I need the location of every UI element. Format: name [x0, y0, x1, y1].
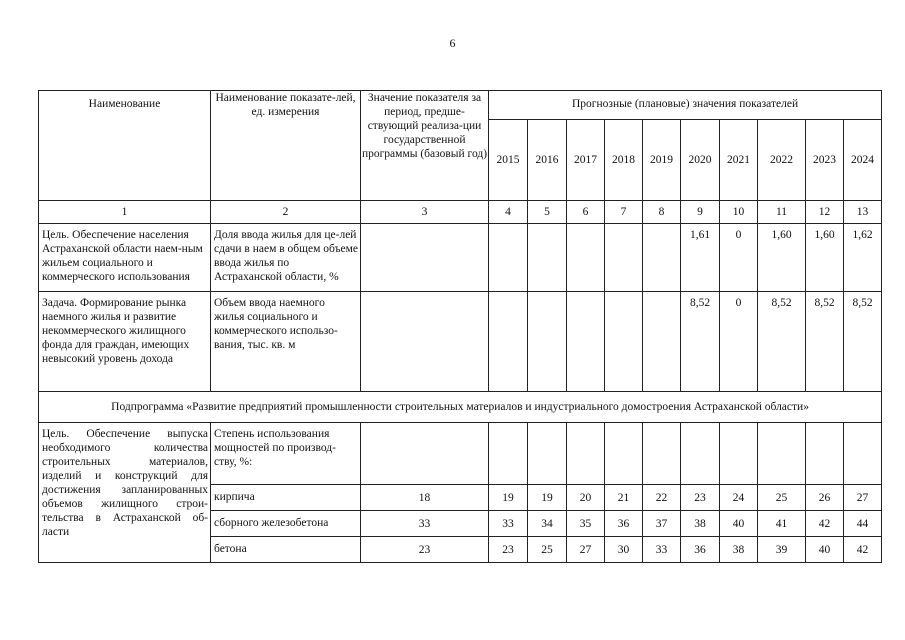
task1-name: Задача. Формирование рынка наемного жилья и развитие некоммерческого жилищного фонда для граждан, имеющих невысокий уровень дохода — [39, 292, 211, 392]
col-num: 6 — [567, 201, 605, 224]
year-2015: 2015 — [489, 120, 528, 201]
value-cell: 39 — [758, 537, 806, 563]
value-cell: 8,52 — [681, 292, 720, 392]
value-cell: 8,52 — [758, 292, 806, 392]
year-2023: 2023 — [806, 120, 844, 201]
subprogram-title: Подпрограмма «Развитие предприятий промышленности строительных материалов и индустриального домостроения Астраханской области» — [39, 392, 882, 423]
value-cell: 25 — [758, 485, 806, 511]
col-num: 7 — [605, 201, 643, 224]
value-cell — [567, 224, 605, 292]
year-2022: 2022 — [758, 120, 806, 201]
value-cell: 25 — [528, 537, 567, 563]
value-cell: 38 — [720, 537, 758, 563]
value-cell: 27 — [844, 485, 882, 511]
goal2-name: Цель. Обеспечение выпуска необходимого количества строительных материалов, изделий и конструкций для достижения запланированных объемов жилищного строи-тельства в Астраханской об-ласти — [39, 423, 211, 563]
subrow-label: сборного железобетона — [211, 511, 361, 537]
column-numbers-row — [39, 201, 882, 224]
year-2020: 2020 — [681, 120, 720, 201]
year-2024: 2024 — [844, 120, 882, 201]
task1-indicator: Объем ввода наемного жилья социального и коммерческого использо-вания, тыс. кв. м — [211, 292, 361, 392]
goal2-indicator: Степень использования мощностей по производ-ству, %: — [211, 423, 361, 485]
year-2016: 2016 — [528, 120, 567, 201]
task1-base — [361, 292, 489, 392]
value-cell: 1,60 — [758, 224, 806, 292]
value-cell: 40 — [806, 537, 844, 563]
value-cell: 22 — [643, 485, 681, 511]
value-cell: 34 — [528, 511, 567, 537]
value-cell: 21 — [605, 485, 643, 511]
value-cell: 33 — [489, 511, 528, 537]
value-cell: 24 — [720, 485, 758, 511]
col-num: 9 — [681, 201, 720, 224]
header-indicator: Наименование показате-лей, ед. измерения — [211, 91, 361, 201]
goal1-name: Цель. Обеспечение населения Астраханской области наем-ным жильем социального и коммерческого использования — [39, 224, 211, 292]
value-cell: 19 — [489, 485, 528, 511]
subrow-label: бетона — [211, 537, 361, 563]
year-2017: 2017 — [567, 120, 605, 201]
value-cell: 1,61 — [681, 224, 720, 292]
value-cell: 42 — [806, 511, 844, 537]
col-num: 10 — [720, 201, 758, 224]
value-cell: 26 — [806, 485, 844, 511]
header-forecast: Прогнозные (плановые) значения показателей — [489, 91, 882, 120]
value-cell — [605, 224, 643, 292]
value-cell: 42 — [844, 537, 882, 563]
col-num: 1 — [39, 201, 211, 224]
value-cell: 0 — [720, 224, 758, 292]
value-cell: 23 — [681, 485, 720, 511]
subprogram-row — [39, 392, 882, 423]
value-cell: 35 — [567, 511, 605, 537]
table-row-goal1 — [39, 224, 882, 292]
base-cell: 18 — [361, 485, 489, 511]
value-cell: 1,62 — [844, 224, 882, 292]
goal1-base — [361, 224, 489, 292]
table-row-task1 — [39, 292, 882, 392]
value-cell: 30 — [605, 537, 643, 563]
value-cell — [528, 292, 567, 392]
value-cell: 8,52 — [844, 292, 882, 392]
col-num: 8 — [643, 201, 681, 224]
year-2018: 2018 — [605, 120, 643, 201]
col-num: 2 — [211, 201, 361, 224]
value-cell: 27 — [567, 537, 605, 563]
table-row-goal2-header — [39, 423, 882, 485]
value-cell — [643, 224, 681, 292]
value-cell: 23 — [489, 537, 528, 563]
header-row — [39, 91, 882, 120]
base-cell: 23 — [361, 537, 489, 563]
value-cell: 36 — [605, 511, 643, 537]
value-cell — [643, 292, 681, 392]
year-2021: 2021 — [720, 120, 758, 201]
header-name: Наименование — [39, 91, 211, 201]
value-cell: 0 — [720, 292, 758, 392]
year-2019: 2019 — [643, 120, 681, 201]
goal1-indicator: Доля ввода жилья для це-лей сдачи в наем в общем объеме ввода жилья по Астраханской области, % — [211, 224, 361, 292]
value-cell: 38 — [681, 511, 720, 537]
value-cell: 19 — [528, 485, 567, 511]
indicators-table — [38, 90, 882, 563]
value-cell: 36 — [681, 537, 720, 563]
base-cell: 33 — [361, 511, 489, 537]
value-cell — [605, 292, 643, 392]
value-cell: 33 — [643, 537, 681, 563]
value-cell: 41 — [758, 511, 806, 537]
value-cell: 20 — [567, 485, 605, 511]
col-num: 5 — [528, 201, 567, 224]
value-cell: 44 — [844, 511, 882, 537]
header-base-value: Значение показателя за период, предше-ствующий реализа-ции государственной программы (базовый год) — [361, 91, 489, 201]
value-cell: 37 — [643, 511, 681, 537]
value-cell — [489, 224, 528, 292]
value-cell: 8,52 — [806, 292, 844, 392]
value-cell — [489, 292, 528, 392]
value-cell: 1,60 — [806, 224, 844, 292]
col-num: 13 — [844, 201, 882, 224]
col-num: 11 — [758, 201, 806, 224]
subrow-label: кирпича — [211, 485, 361, 511]
col-num: 3 — [361, 201, 489, 224]
col-num: 4 — [489, 201, 528, 224]
value-cell — [528, 224, 567, 292]
value-cell: 40 — [720, 511, 758, 537]
page-number: 6 — [449, 36, 456, 50]
value-cell — [567, 292, 605, 392]
col-num: 12 — [806, 201, 844, 224]
